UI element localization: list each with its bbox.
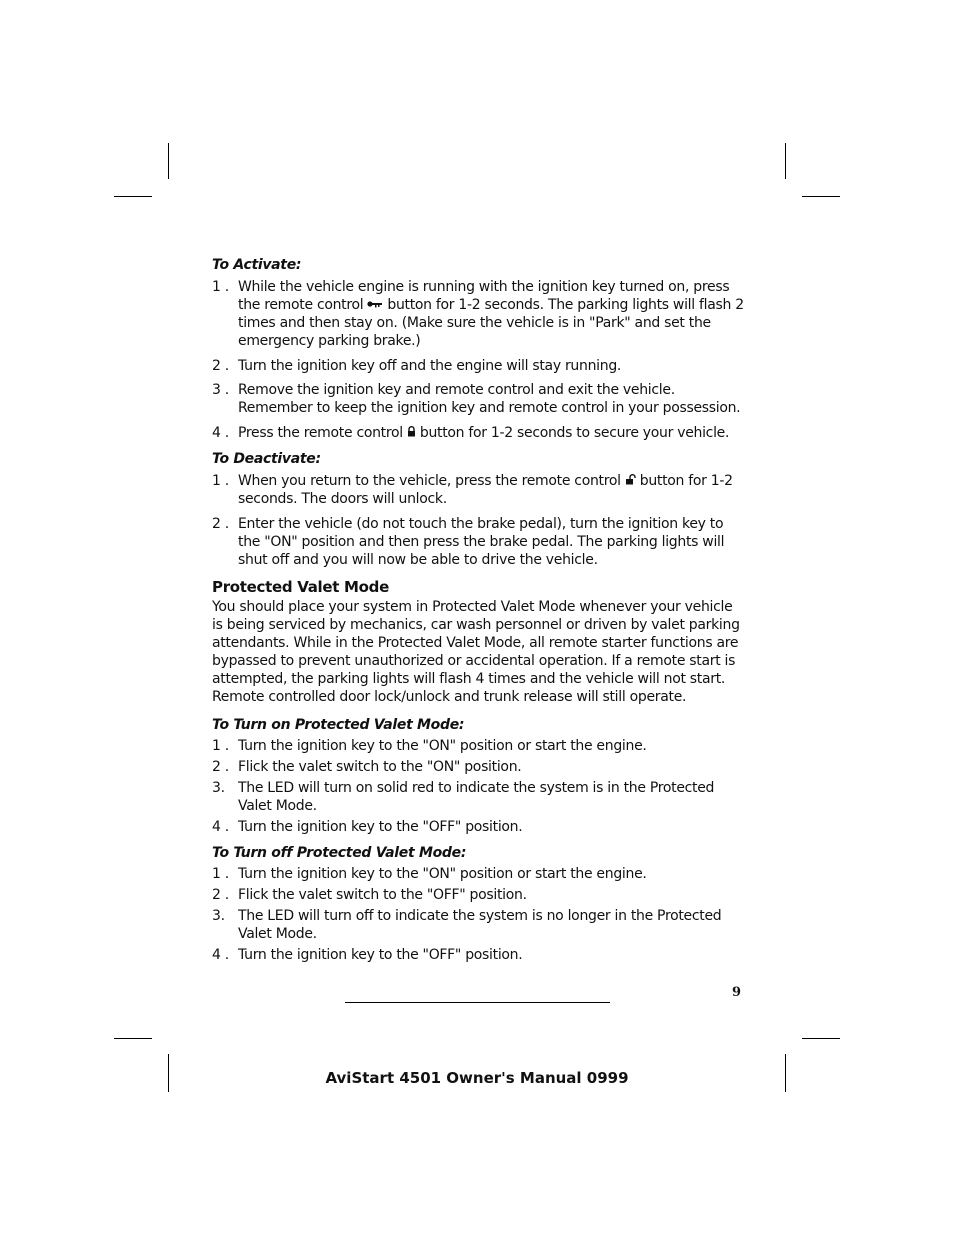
step-text: The LED will turn on solid red to indicate the system is in the Protected Valet Mode.	[238, 780, 715, 814]
step-text: Turn the ignition key off and the engine will stay running.	[238, 358, 622, 374]
key-icon	[367, 296, 383, 314]
deactivate-heading: To Deactivate:	[212, 451, 321, 467]
page-number: 9	[732, 985, 742, 1000]
step-text-after: button for 1-2 seconds. The doors will unlock.	[238, 473, 733, 507]
step-text-after: button for 1-2 seconds. The parking lights will flash 2 times and then stay on. (Make sure the vehicle is in "Park" and set the emergency parking brake.)	[238, 297, 744, 349]
turn-on-step-1	[212, 737, 747, 755]
step-number: 4 .	[212, 947, 229, 963]
step-number: 3 .	[212, 382, 229, 398]
turn-off-step-1	[212, 865, 747, 883]
turn-on-step-2	[212, 758, 747, 776]
turn-off-step-3	[212, 907, 747, 943]
step-number: 1 .	[212, 473, 229, 489]
crop-mark-top-left-vertical	[168, 143, 169, 179]
turn-on-heading: To Turn on Protected Valet Mode:	[212, 717, 465, 733]
step-text-before: Press the remote control	[238, 425, 403, 441]
step-number: 3.	[212, 908, 225, 924]
main-content	[212, 256, 747, 964]
crop-mark-bottom-right-horizontal	[802, 1038, 840, 1039]
step-text: Turn the ignition key to the "OFF" position.	[238, 819, 523, 835]
crop-mark-top-right-vertical	[785, 143, 786, 179]
activate-step-2	[212, 357, 747, 375]
step-text: The LED will turn off to indicate the system is no longer in the Protected Valet Mode.	[238, 908, 722, 942]
crop-mark-top-right-horizontal	[802, 196, 840, 197]
unlock-icon	[625, 472, 636, 490]
turn-off-step-2	[212, 886, 747, 904]
step-number: 2 .	[212, 516, 229, 532]
deactivate-step-1	[212, 472, 747, 508]
step-number: 1 .	[212, 738, 229, 754]
step-text: Flick the valet switch to the "OFF" position.	[238, 887, 527, 903]
crop-mark-top-left-horizontal	[114, 196, 152, 197]
step-text-before: While the vehicle engine is running with the ignition key turned on, press the remote control	[238, 279, 730, 313]
step-text: Flick the valet switch to the "ON" position.	[238, 759, 522, 775]
step-number: 1 .	[212, 866, 229, 882]
step-text-after: button for 1-2 seconds to secure your vehicle.	[419, 425, 730, 441]
crop-mark-bottom-left-horizontal	[114, 1038, 152, 1039]
turn-off-step-4	[212, 946, 747, 964]
valet-heading: Protected Valet Mode	[212, 578, 389, 596]
step-text-before: When you return to the vehicle, press the remote control	[238, 473, 621, 489]
activate-step-4	[212, 424, 747, 442]
lock-icon	[407, 424, 416, 442]
step-number: 3.	[212, 780, 225, 796]
step-text: Enter the vehicle (do not touch the brake pedal), turn the ignition key to the "ON" position and then press the brake pedal. The parking lights will shut off and you will now be able to drive the vehicle.	[238, 516, 725, 568]
step-number: 1 .	[212, 279, 229, 295]
step-number: 4 .	[212, 819, 229, 835]
turn-on-step-3	[212, 779, 747, 815]
footer-title: AviStart 4501 Owner's Manual 0999	[325, 1069, 629, 1087]
step-text: Remove the ignition key and remote control and exit the vehicle. Remember to keep the ignition key and remote control in your possession.	[238, 382, 741, 416]
step-text: Turn the ignition key to the "ON" position or start the engine.	[238, 738, 647, 754]
activate-step-3	[212, 381, 747, 417]
activate-heading: To Activate:	[212, 257, 302, 273]
turn-on-step-4	[212, 818, 747, 836]
step-number: 2 .	[212, 358, 229, 374]
step-number: 2 .	[212, 759, 229, 775]
deactivate-step-2	[212, 515, 747, 569]
turn-off-heading: To Turn off Protected Valet Mode:	[212, 845, 467, 861]
step-number: 4 .	[212, 425, 229, 441]
activate-step-1	[212, 278, 747, 350]
step-text: Turn the ignition key to the "ON" position or start the engine.	[238, 866, 647, 882]
valet-body: You should place your system in Protected Valet Mode whenever your vehicle is being serviced by mechanics, car wash personnel or driven by valet parking attendants. While in the Protected Valet Mode, all remote starter functions are bypassed to prevent unauthorized or accidental operation. If a remote start is attempted, the parking lights will flash 4 times and the vehicle will not start. Remote controlled door lock/unlock and trunk release will still operate.	[212, 599, 740, 705]
step-number: 2 .	[212, 887, 229, 903]
footer-rule	[345, 1002, 610, 1003]
step-text: Turn the ignition key to the "OFF" position.	[238, 947, 523, 963]
